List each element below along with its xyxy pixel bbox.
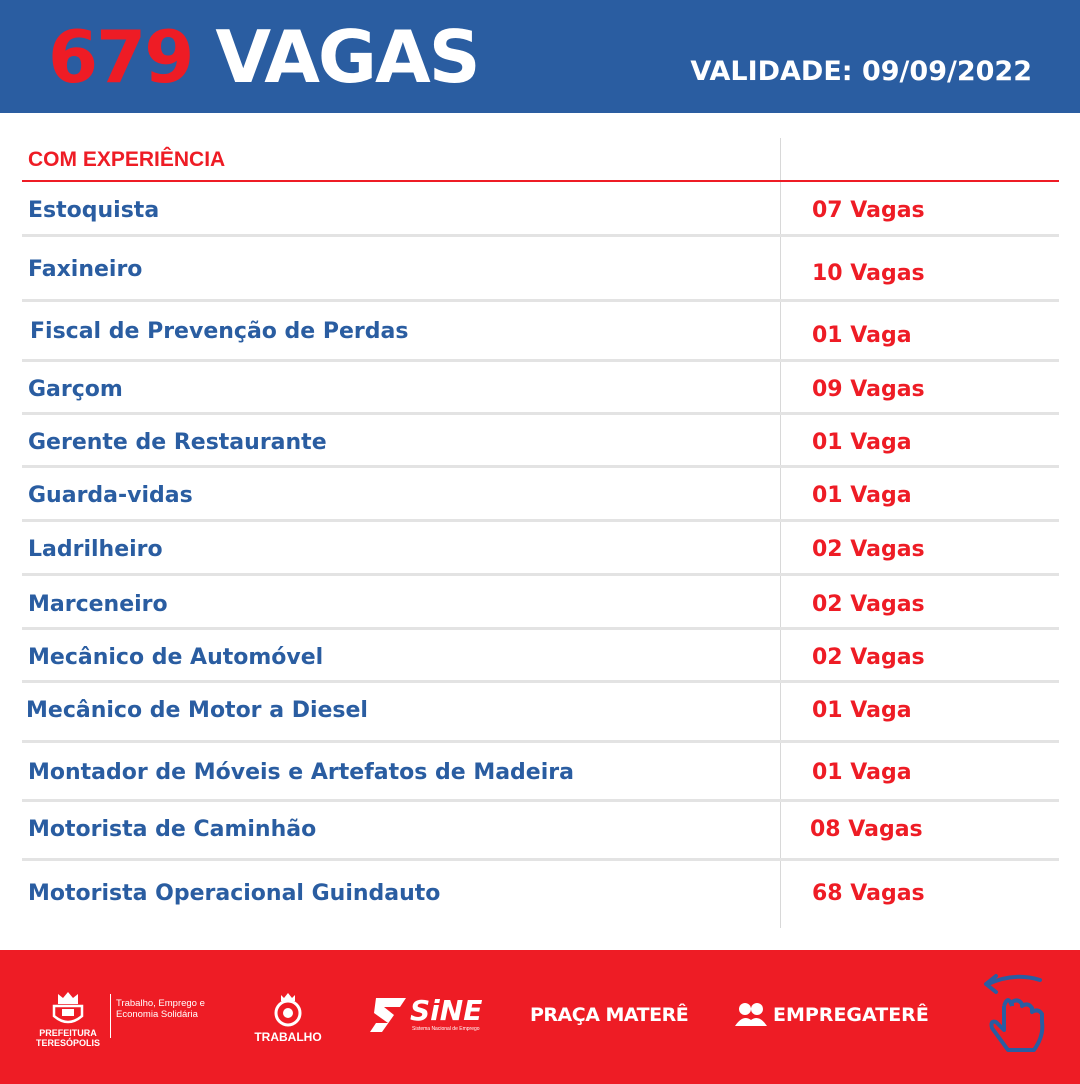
job-quantity: 09 Vagas [812,377,925,402]
table-row [22,802,1059,861]
header-bar [0,0,1080,113]
empregatere-label: EMPREGATERÊ [773,1004,929,1026]
praca-matere-logo: PRAÇA MATERÊ [530,1004,689,1026]
table-row [22,182,1059,237]
trabalho-crest-icon [270,992,306,1028]
sine-subtitle: Sistema Nacional de Emprego [412,1026,480,1032]
page-title [48,12,479,102]
job-title: Gerente de Restaurante [28,430,327,455]
swipe-hand-icon [978,970,1052,1058]
job-quantity: 01 Vaga [812,483,912,508]
table-row [22,576,1059,630]
table-row [22,237,1059,302]
job-title: Fiscal de Prevenção de Perdas [30,319,409,344]
job-title: Marceneiro [28,592,168,617]
jobs-table [22,138,1059,927]
job-title: Motorista de Caminhão [28,817,317,842]
table-row [22,743,1059,802]
job-quantity: 01 Vaga [812,760,912,785]
job-quantity: 01 Vaga [812,430,912,455]
job-quantity: 68 Vagas [812,881,925,906]
job-title: Guarda-vidas [28,483,193,508]
job-title: Ladrilheiro [28,537,163,562]
table-row [22,522,1059,576]
table-row [22,468,1059,522]
sine-label: SiNE [410,994,483,1027]
prefeitura-logo [30,990,220,1050]
job-quantity: 02 Vagas [812,592,925,617]
table-row [22,683,1059,743]
title-word: VAGAS [215,15,479,99]
job-quantity: 01 Vaga [812,698,912,723]
sine-logo-icon [370,998,406,1032]
city-label: TERESÓPOLIS [35,1038,100,1048]
job-quantity: 08 Vagas [810,817,923,842]
validity-date: VALIDADE: 09/09/2022 [690,56,1032,87]
job-quantity: 07 Vagas [812,198,925,223]
job-title: Montador de Móveis e Artefatos de Madeira [28,760,574,785]
section-title: COM EXPERIÊNCIA [28,148,226,171]
job-title: Faxineiro [28,257,143,282]
job-title: Estoquista [28,198,160,223]
department-label: Trabalho, Emprego e Economia Solidária [116,998,205,1020]
swipe-hand-logo [978,970,1052,1063]
job-quantity: 10 Vagas [812,261,925,286]
job-quantity: 01 Vaga [812,323,912,348]
job-quantity: 02 Vagas [812,645,925,670]
job-quantity: 02 Vagas [812,537,925,562]
job-title: Motorista Operacional Guindauto [28,881,441,906]
teresopolis-crest-icon [46,990,90,1028]
trabalho-label: TRABALHO [254,1030,322,1044]
footer-bar [0,950,1080,1084]
job-title: Mecânico de Automóvel [28,645,324,670]
table-row [22,302,1059,362]
table-row [22,415,1059,468]
table-row [22,861,1059,927]
job-title: Garçom [28,377,123,402]
section-header [22,138,1059,182]
table-row [22,630,1059,683]
prefeitura-label: PREFEITURA [39,1028,97,1038]
vacancy-count: 679 [48,15,193,99]
table-row [22,362,1059,415]
divider [110,994,111,1038]
job-title: Mecânico de Motor a Diesel [26,698,368,723]
empregatere-people-icon [735,1002,767,1028]
